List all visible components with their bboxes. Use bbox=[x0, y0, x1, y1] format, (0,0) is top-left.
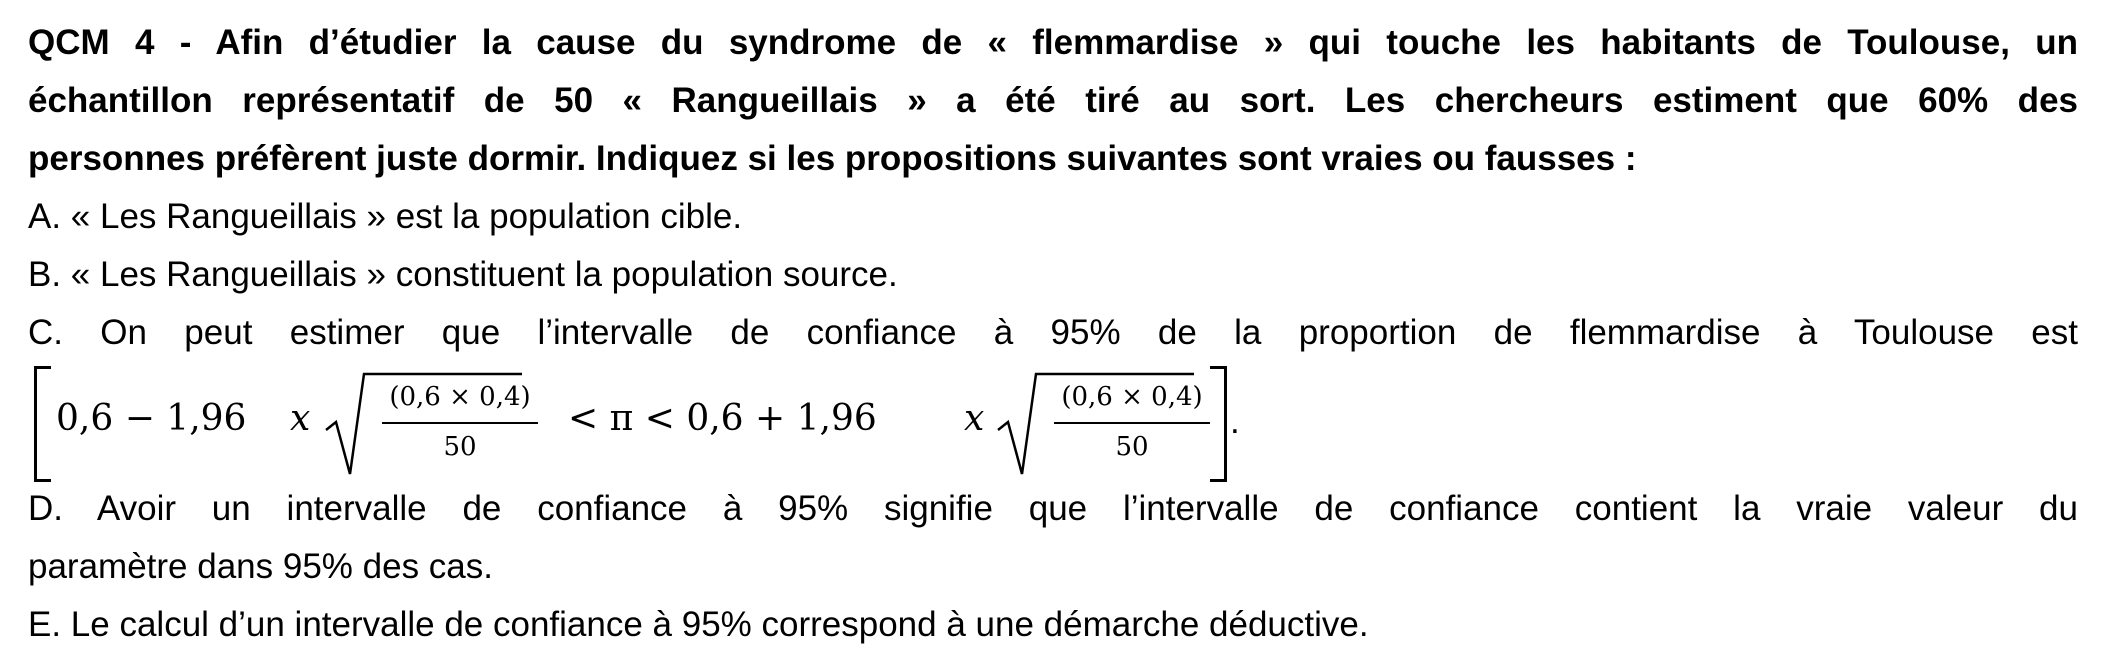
question-title-line-1: QCM 4 - Afin d’étudier la cause du syndrome de « flemmardise » qui touche les habitants de Toulouse, un bbox=[28, 23, 2078, 62]
question-title-line-3: personnes préfèrent juste dormir. Indiquez si les propositions suivantes sont vraies ou fausses : bbox=[28, 139, 1637, 178]
question-title-line-2: échantillon représentatif de 50 « Rangueillais » a été tiré au sort. Les chercheurs estiment que 60% des bbox=[28, 81, 2078, 120]
option-c: C. On peut estimer que l’intervalle de confiance à 95% de la proportion de flemmardise à Toulouse est bbox=[28, 313, 2078, 352]
qcm-question-block bbox=[28, 14, 2078, 654]
option-a: A. « Les Rangueillais » est la population cible. bbox=[28, 197, 743, 236]
confidence-interval-formula bbox=[28, 362, 2078, 480]
formula-left-expression: 0,6 − 1,96 bbox=[56, 398, 247, 439]
formula-variable-x-2: x bbox=[964, 398, 985, 439]
option-b: B. « Les Rangueillais » constituent la population source. bbox=[28, 255, 898, 294]
fraction-bar-2 bbox=[1054, 422, 1210, 424]
left-bracket bbox=[34, 366, 51, 482]
option-d-line-1: D. Avoir un intervalle de confiance à 95% signifie que l’intervalle de confiance contient la vraie valeur du bbox=[28, 489, 2078, 528]
fraction-denominator-1: 50 bbox=[443, 432, 477, 462]
right-bracket bbox=[1210, 366, 1227, 482]
option-d-line-2: paramètre dans 95% des cas. bbox=[28, 547, 493, 586]
option-e: E. Le calcul d’un intervalle de confiance à 95% correspond à une démarche déductive. bbox=[28, 605, 1369, 644]
fraction-denominator-2: 50 bbox=[1115, 432, 1149, 462]
fraction-bar-1 bbox=[382, 422, 538, 424]
fraction-numerator-2: (0,6 × 0,4) bbox=[1061, 382, 1203, 412]
formula-period: . bbox=[1230, 402, 1240, 441]
fraction-numerator-1: (0,6 × 0,4) bbox=[389, 382, 531, 412]
formula-middle-expression: < π < 0,6 + 1,96 bbox=[568, 398, 877, 439]
formula-variable-x-1: x bbox=[290, 398, 311, 439]
